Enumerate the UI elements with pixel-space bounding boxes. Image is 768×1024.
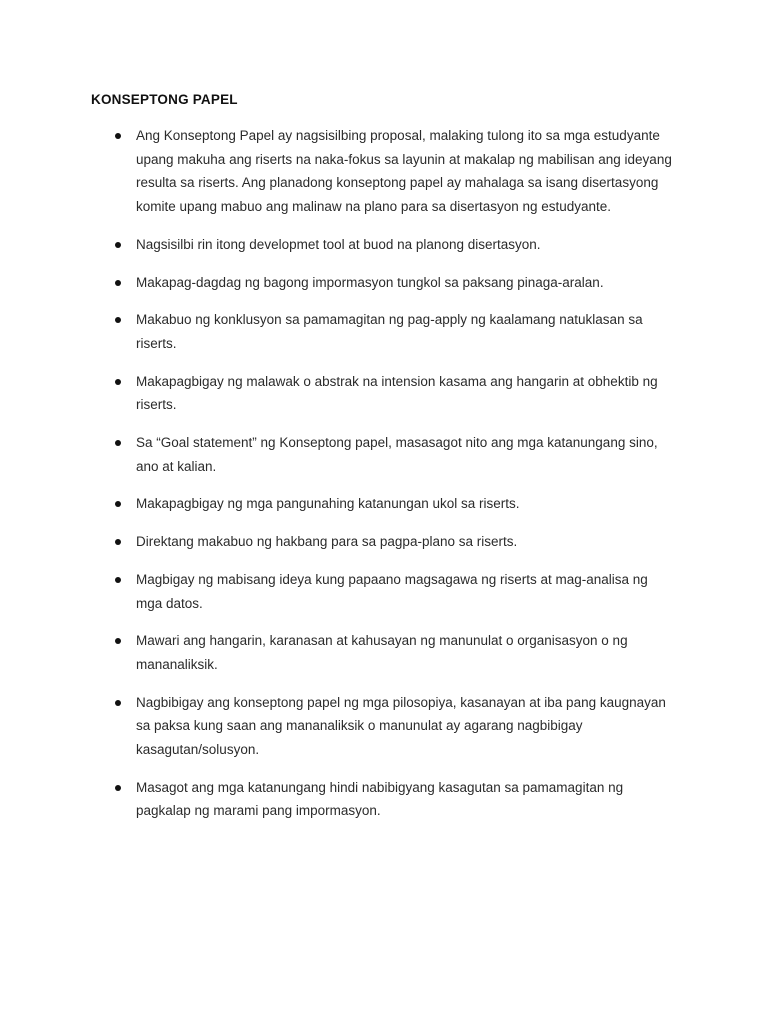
- bullet-text: Sa “Goal statement” ng Konseptong papel, masasagot nito ang mga katanungang sino, ano at kalian.: [136, 435, 658, 474]
- bullet-dot-icon: [115, 700, 121, 706]
- bullet-dot-icon: [115, 577, 121, 583]
- bullet-dot-icon: [115, 242, 121, 248]
- bullet-text: Nagbibigay ang konseptong papel ng mga pilosopiya, kasanayan at iba pang kaugnayan sa paksa kung saan ang mananaliksik o manunulat ay agarang nagbibigay kasagutan/solusyon.: [136, 694, 666, 758]
- bullet-text: Direktang makabuo ng hakbang para sa pagpa-plano sa riserts.: [136, 534, 518, 550]
- bullet-item: [0, 492, 768, 516]
- bullet-text: Magbigay ng mabisang ideya kung papaano magsagawa ng riserts at mag-analisa ng mga datos.: [136, 571, 648, 611]
- bullet-dot-icon: [115, 133, 121, 139]
- bullet-item: [0, 124, 768, 219]
- bullet-item: [0, 233, 768, 257]
- bullet-dot-icon: [115, 379, 121, 385]
- bullet-item: [0, 370, 768, 417]
- bullet-dot-icon: [115, 440, 121, 446]
- bullet-dot-icon: [115, 785, 121, 791]
- bullet-item: [0, 530, 768, 554]
- bullet-dot-icon: [115, 501, 121, 507]
- bullet-dot-icon: [115, 280, 121, 286]
- bullet-item: [0, 629, 768, 676]
- bullet-item: [0, 308, 768, 355]
- bullet-text: Makapag-dagdag ng bagong impormasyon tungkol sa paksang pinaga-aralan.: [136, 274, 604, 290]
- bullet-text: Masagot ang mga katanungang hindi nabibigyang kasagutan sa pamamagitan ng pagkalap ng marami pang impormasyon.: [136, 779, 624, 819]
- bullet-text: Makabuo ng konklusyon sa pamamagitan ng pag-apply ng kaalamang natuklasan sa riserts.: [136, 312, 643, 351]
- bullet-text: Nagsisilbi rin itong developmet tool at buod na planong disertasyon.: [136, 236, 541, 252]
- bullet-dot-icon: [115, 539, 121, 545]
- bullet-item: [0, 271, 768, 295]
- bullet-text: Makapagbigay ng malawak o abstrak na intension kasama ang hangarin at obhektib ng riserts.: [136, 373, 658, 413]
- bullet-item: [0, 431, 768, 478]
- bullet-item: [0, 691, 768, 762]
- bullet-dot-icon: [115, 317, 121, 323]
- bullet-text: Mawari ang hangarin, karanasan at kahusayan ng manunulat o organisasyon o ng mananaliksik.: [136, 633, 628, 672]
- bullet-item: [0, 568, 768, 615]
- document-title: KONSEPTONG PAPEL: [91, 92, 238, 107]
- bullet-text: Ang Konseptong Papel ay nagsisilbing proposal, malaking tulong ito sa mga estudyante upang makuha ang riserts na naka-fokus sa layunin at makalap ng mabilisan ang ideyang resulta sa riserts. Ang planadong konseptong papel ay mahalaga sa isang disertasyong komite upang mabuo ang malinaw na plano para sa disertasyon ng estudyante.: [136, 128, 672, 215]
- bullet-item: [0, 776, 768, 823]
- bullet-list: [0, 124, 768, 837]
- bullet-dot-icon: [115, 638, 121, 644]
- bullet-text: Makapagbigay ng mga pangunahing katanungan ukol sa riserts.: [136, 496, 520, 512]
